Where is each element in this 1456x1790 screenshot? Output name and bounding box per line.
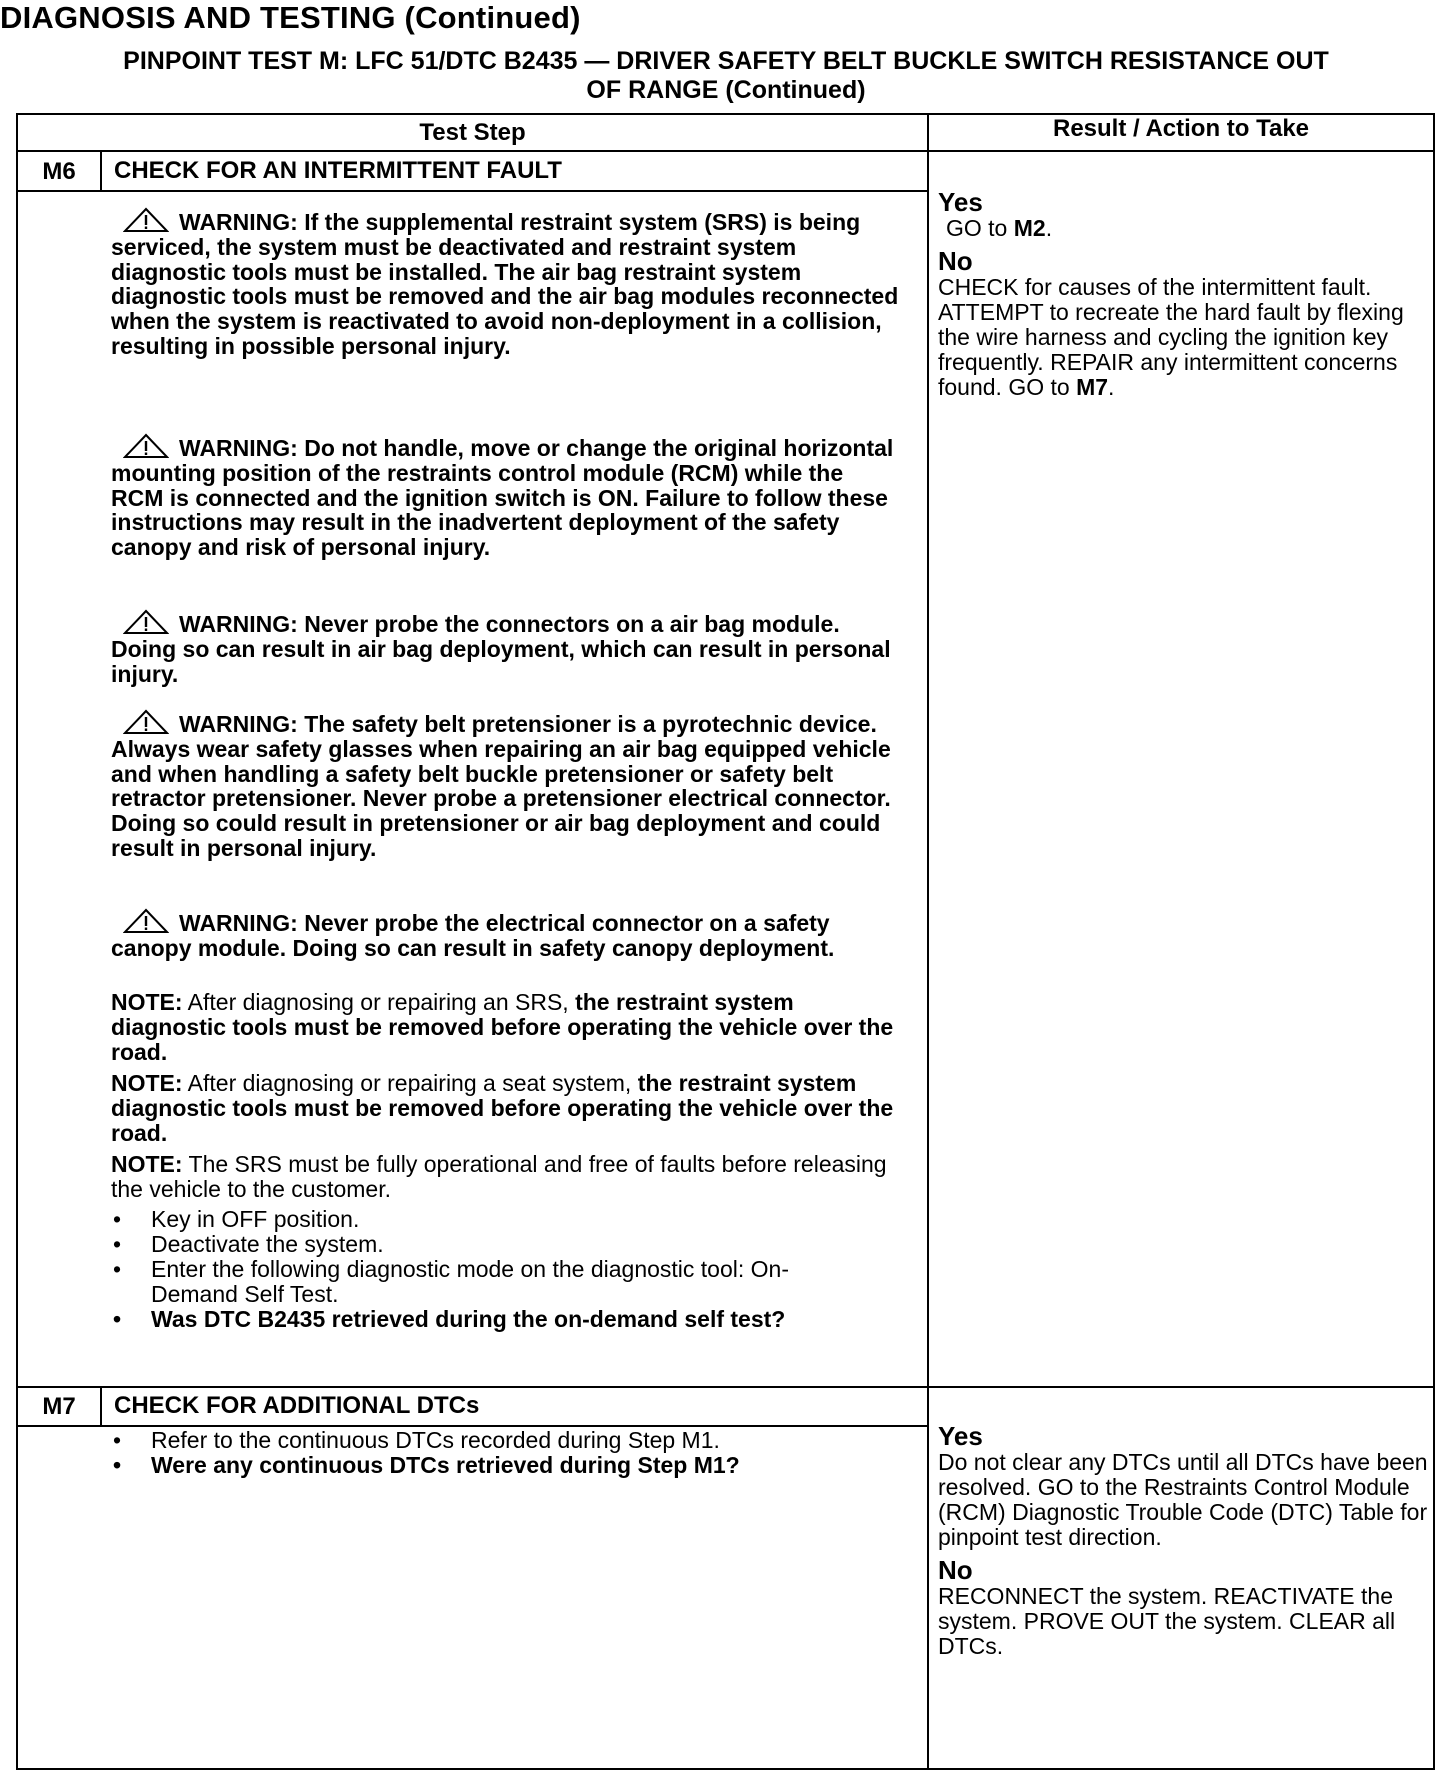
warning-rcm-mounting: WARNING: Do not handle, move or change the original horizontal mounting position of the restraints control module (RCM) while the RCM is connected and the ignition switch is ON. Failure to follow these instructions may result in the inadvertent deployment of the safety canopy and risk of personal injury.	[111, 435, 894, 561]
note-seat-system-tools: NOTE: After diagnosing or repairing a seat system, the restraint system diagnostic tools must be removed before operating the vehicle over the road.	[111, 1070, 894, 1146]
pinpoint-title-line-2: OF RANGE (Continued)	[586, 76, 866, 104]
m7-result-yes-label: Yes	[938, 1421, 983, 1451]
page-heading: DIAGNOSIS AND TESTING (Continued)	[0, 0, 581, 35]
column-divider	[927, 113, 929, 1770]
m6-result-yes-text: GO to M2.	[946, 215, 1053, 241]
warning-triangle-icon	[123, 709, 169, 735]
m6-title-divider	[16, 190, 928, 192]
warning-airbag-connector: WARNING: Never probe the connectors on a air bag module. Doing so can result in air bag deployment, which can result in personal injury.	[111, 611, 891, 687]
note-srs-tools: NOTE: After diagnosing or repairing an SRS, the restraint system diagnostic tools must be removed before operating the vehicle over the road.	[111, 989, 894, 1065]
warning-pretensioner: WARNING: The safety belt pretensioner is a pyrotechnic device. Always wear safety glasses when repairing an air bag equipped vehicle and when handling a safety belt buckle pretensioner or safety belt retractor pretensioner. Never probe a pretensioner electrical connector. Doing so could result in pretensioner or air bag deployment and could result in personal injury.	[111, 711, 891, 861]
list-item: • Was DTC B2435 retrieved during the on-demand self test?	[111, 1307, 901, 1332]
m7-row-divider	[16, 1386, 1435, 1388]
m7-result-no-label: No	[938, 1555, 973, 1585]
list-item: • Were any continuous DTCs retrieved during Step M1?	[111, 1453, 901, 1478]
m6-result-no-label: No	[938, 246, 973, 276]
list-item: • Enter the following diagnostic mode on the diagnostic tool: On-Demand Self Test.	[111, 1257, 791, 1307]
warning-safety-canopy: WARNING: Never probe the electrical connector on a safety canopy module. Doing so can result in safety canopy deployment.	[111, 910, 835, 961]
m6-step-id: M6	[42, 158, 76, 185]
list-item: • Refer to the continuous DTCs recorded during Step M1.	[111, 1428, 901, 1453]
m6-result-no-text: CHECK for causes of the intermittent fault. ATTEMPT to recreate the hard fault by flexing the wire harness and cycling the ignition key frequently. REPAIR any intermittent concerns found. GO to M7.	[938, 274, 1404, 400]
m6-step-title: CHECK FOR AN INTERMITTENT FAULT	[114, 157, 562, 184]
m6-id-divider	[100, 152, 102, 191]
note-srs-operational: NOTE: The SRS must be fully operational and free of faults before releasing the vehicle to the customer.	[111, 1151, 887, 1202]
header-row-divider	[16, 150, 1435, 152]
column-header-result: Result / Action to Take	[1052, 115, 1310, 142]
m7-result-no-text: RECONNECT the system. REACTIVATE the system. PROVE OUT the system. CLEAR all DTCs.	[938, 1583, 1396, 1659]
warning-triangle-icon	[123, 609, 169, 635]
m6-result	[938, 188, 1438, 400]
table-border-bottom	[16, 1768, 1435, 1770]
m7-step-id: M7	[42, 1393, 76, 1420]
m7-step-title: CHECK FOR ADDITIONAL DTCs	[114, 1392, 480, 1419]
warning-srs-service: WARNING: If the supplemental restraint system (SRS) is being serviced, the system must be deactivated and restraint system diagnostic tools must be installed. The air bag restraint system diagnostic tools must be removed and the air bag modules reconnected when the system is reactivated to avoid non-deployment in a collision, resulting in possible personal injury.	[111, 209, 899, 359]
warning-triangle-icon	[123, 207, 169, 233]
pinpoint-test-title	[26, 47, 1426, 105]
m7-id-divider	[100, 1387, 102, 1426]
m6-result-yes-label: Yes	[938, 187, 983, 217]
m7-result-yes-text: Do not clear any DTCs until all DTCs have been resolved. GO to the Restraints Control Module (RCM) Diagnostic Trouble Code (DTC) Table for pinpoint test direction.	[938, 1449, 1428, 1550]
m7-step-list	[111, 1428, 901, 1478]
list-item: • Deactivate the system.	[111, 1232, 901, 1257]
table-border-left	[16, 113, 18, 1770]
list-item: • Key in OFF position.	[111, 1207, 901, 1232]
m7-result	[938, 1422, 1438, 1659]
warning-triangle-icon	[123, 433, 169, 459]
warning-triangle-icon	[123, 908, 169, 934]
pinpoint-title-line-1: PINPOINT TEST M: LFC 51/DTC B2435 — DRIVER SAFETY BELT BUCKLE SWITCH RESISTANCE OUT	[123, 47, 1329, 75]
column-header-test-step: Test Step	[419, 119, 526, 146]
m6-step-list	[111, 1207, 901, 1332]
